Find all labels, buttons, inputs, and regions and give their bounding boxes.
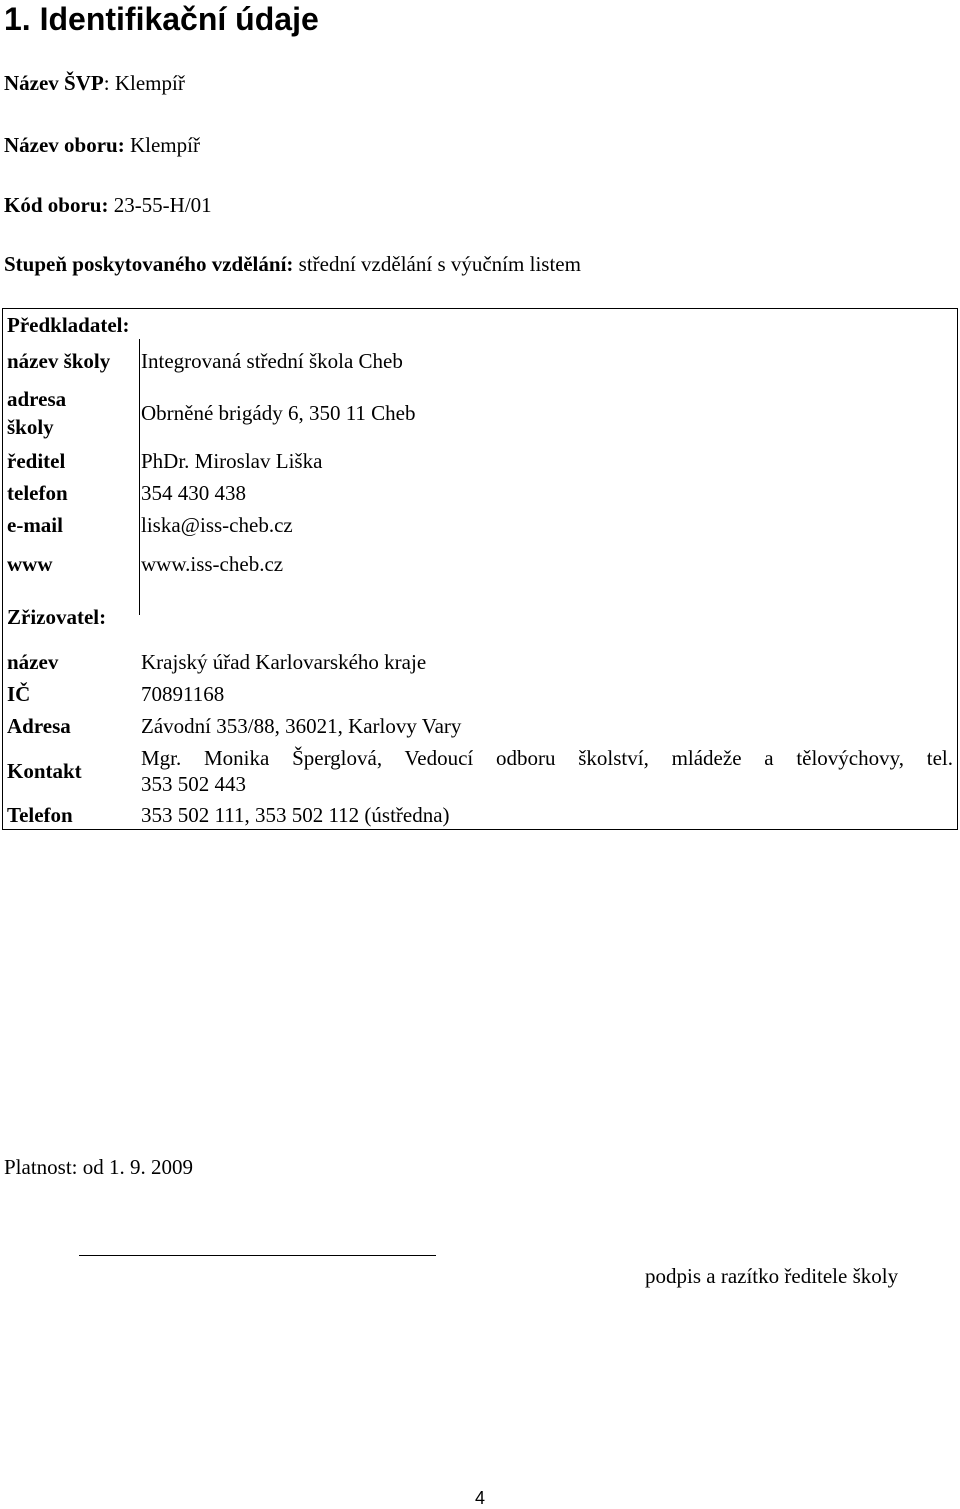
row-value: 353 502 111, 353 502 112 (ústředna) xyxy=(141,803,450,827)
field-education-level: Stupeň poskytovaného vzdělání: střední vzdělání s výučním listem xyxy=(4,252,581,276)
page-number: 4 xyxy=(474,1488,485,1508)
zrizovatel-row-contact xyxy=(7,746,953,798)
row-value: 354 430 438 xyxy=(141,481,246,505)
row-key: e-mail xyxy=(7,513,63,537)
email-link[interactable]: liska@iss-cheb.cz xyxy=(141,513,293,537)
row-value: Mgr. Monika Šperglová, Vedoucí odboru školství, mládeže a tělovýchovy, tel. xyxy=(141,746,953,770)
row-value: Závodní 353/88, 36021, Karlovy Vary xyxy=(141,714,462,738)
row-key-line2: školy xyxy=(7,415,54,439)
row-key: IČ xyxy=(7,682,31,706)
row-key: název školy xyxy=(7,349,111,373)
validity-date: Platnost: od 1. 9. 2009 xyxy=(4,1155,194,1179)
row-value: Integrovaná střední škola Cheb xyxy=(141,349,403,373)
website-link[interactable]: www.iss-cheb.cz xyxy=(141,552,284,576)
identification-box xyxy=(2,308,958,830)
page-heading: 1. Identifikační údaje xyxy=(4,1,319,37)
predkladatel-row-address xyxy=(7,387,953,437)
zrizovatel-title: Zřizovatel: xyxy=(7,605,107,629)
row-key: název xyxy=(7,650,59,674)
row-key: ředitel xyxy=(7,449,66,473)
column-divider xyxy=(139,339,140,615)
row-key: Adresa xyxy=(7,714,71,738)
row-value: PhDr. Miroslav Liška xyxy=(141,449,323,473)
row-key: adresa xyxy=(7,387,67,411)
row-value-line2: 353 502 443 xyxy=(141,772,246,796)
row-key: Kontakt xyxy=(7,759,82,783)
field-svp-name: Název ŠVP: Klempíř xyxy=(4,71,185,95)
predkladatel-title: Předkladatel: xyxy=(7,313,130,337)
field-obor-code: Kód oboru: 23-55-H/01 xyxy=(4,193,212,217)
row-value: Krajský úřad Karlovarského kraje xyxy=(141,650,427,674)
field-obor-name: Název oboru: Klempíř xyxy=(4,133,200,157)
row-value: Obrněné brigády 6, 350 11 Cheb xyxy=(141,401,416,425)
row-key: www xyxy=(7,552,53,576)
signature-caption: podpis a razítko ředitele školy xyxy=(645,1264,899,1288)
row-key: telefon xyxy=(7,481,68,505)
row-key: Telefon xyxy=(7,803,73,827)
row-value: 70891168 xyxy=(141,682,225,706)
signature-line xyxy=(79,1255,436,1256)
